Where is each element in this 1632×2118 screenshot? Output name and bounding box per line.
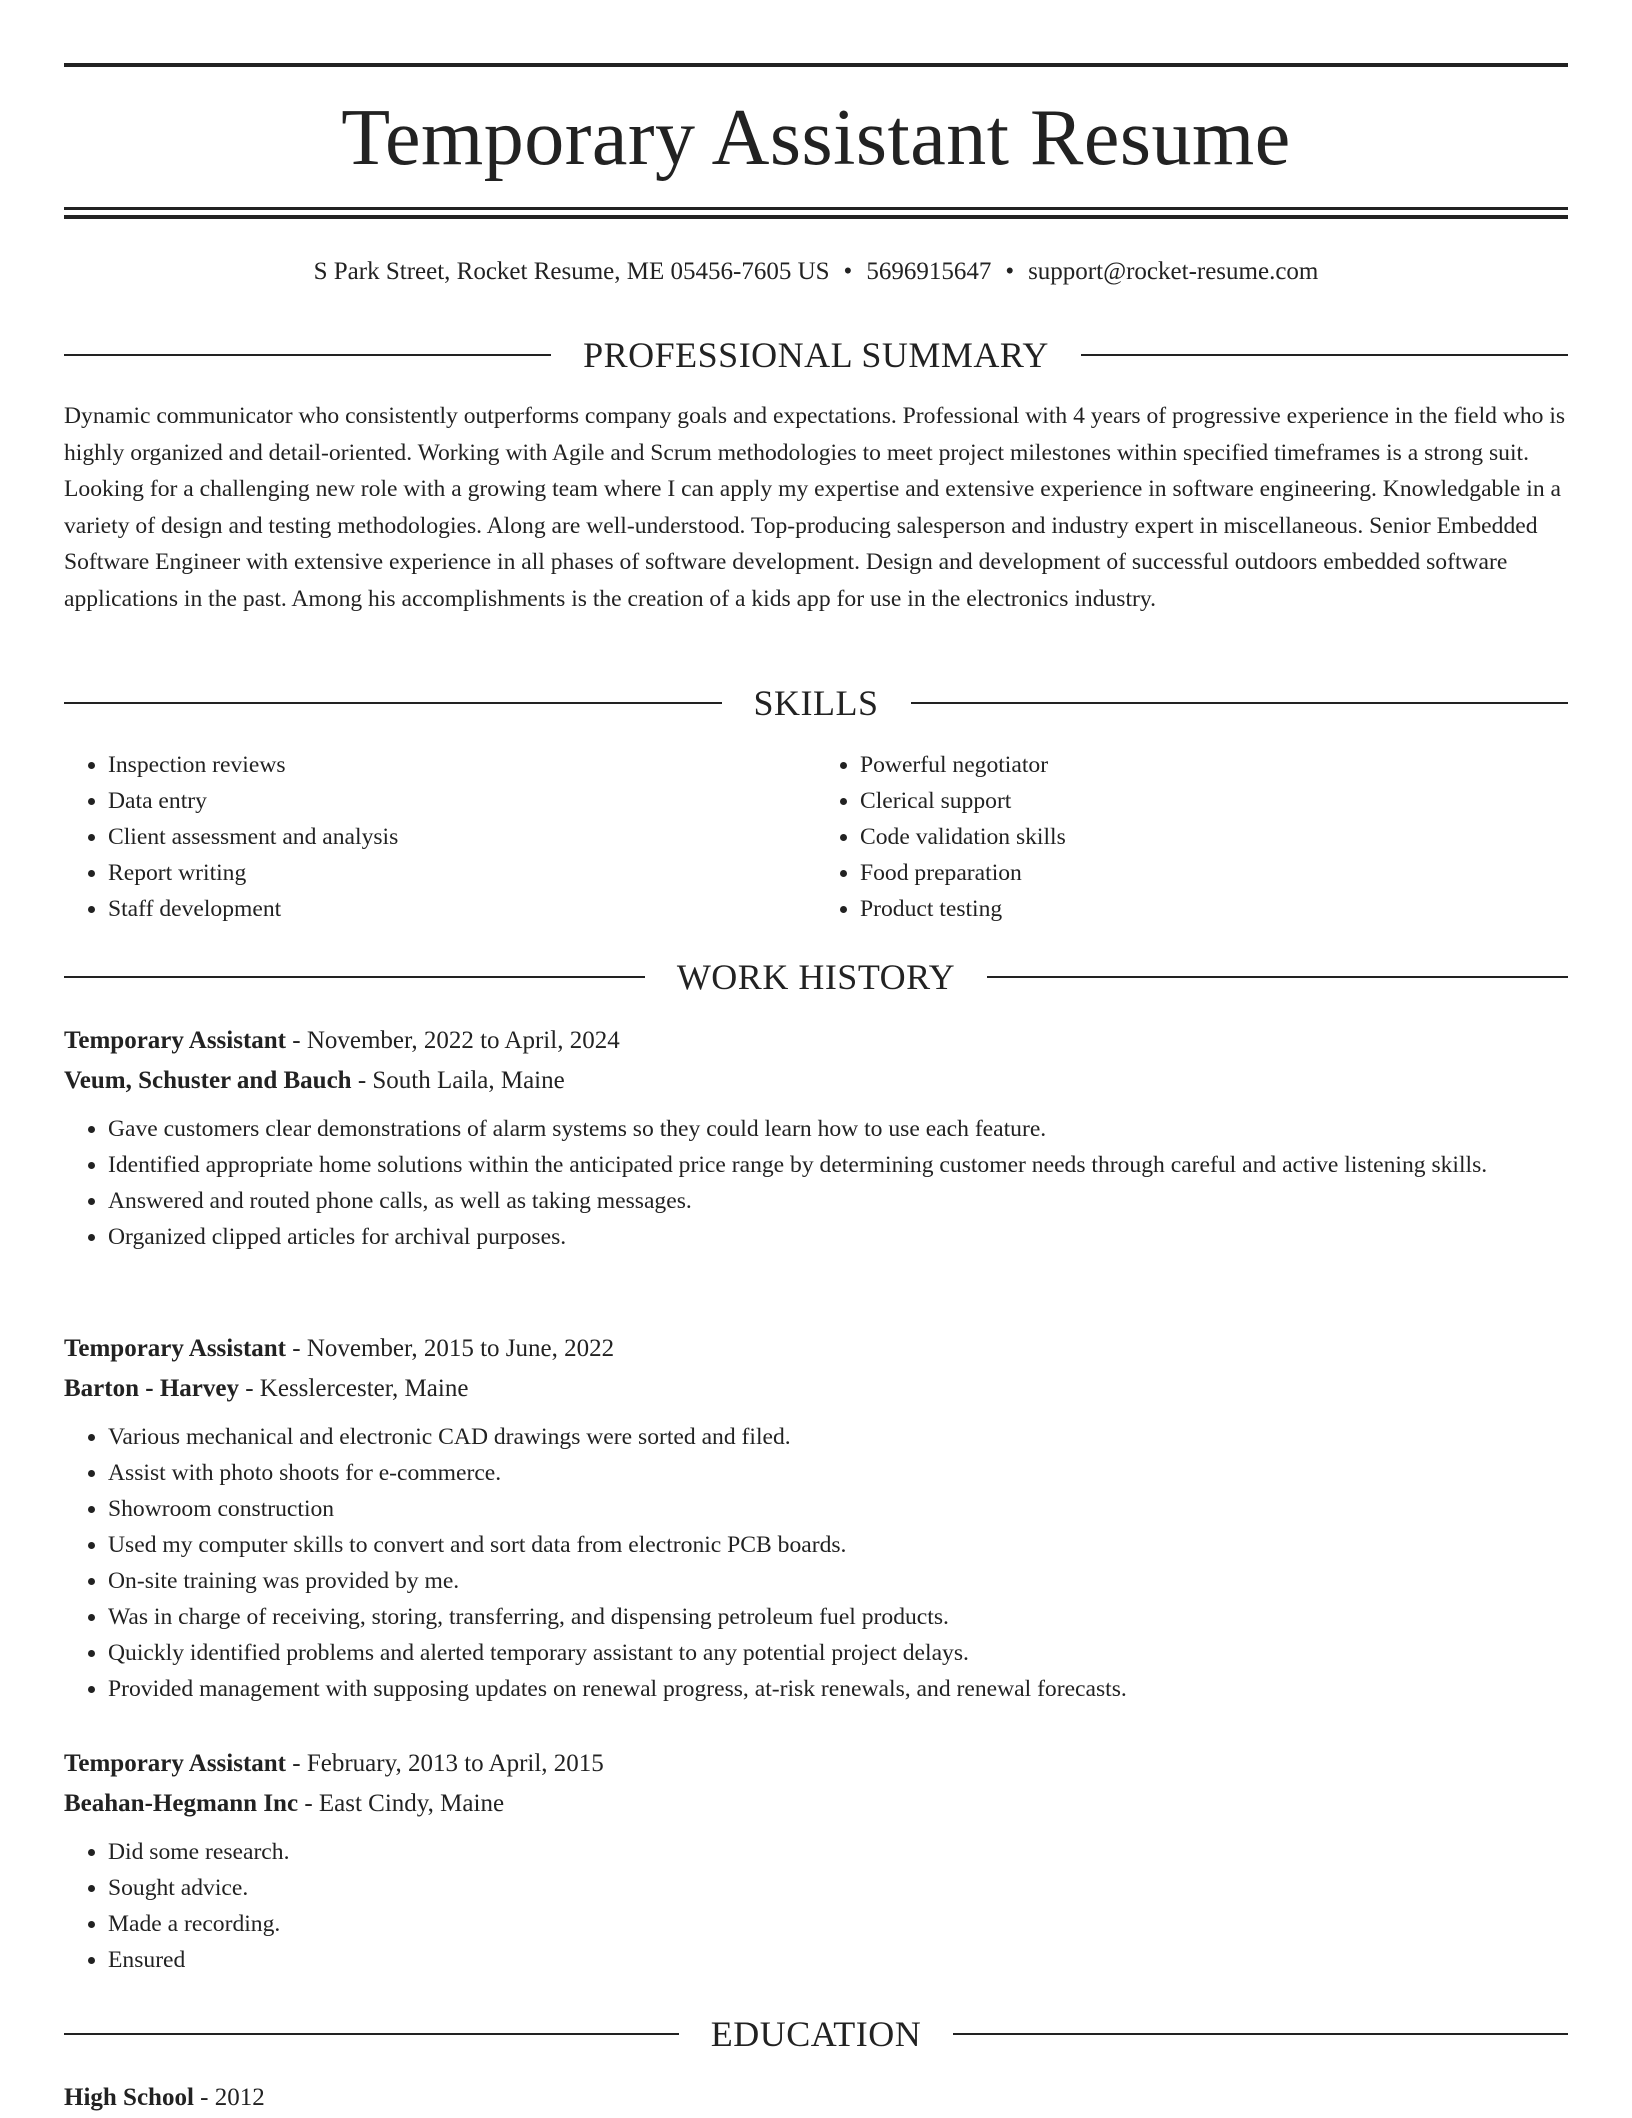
job-bullet: • Assist with photo shoots for e-commerce. — [108, 1455, 1568, 1491]
contact-separator: • — [1005, 258, 1015, 285]
job-bullet: • Ensured — [108, 1942, 1568, 1978]
job-entry — [64, 1744, 1568, 1978]
skill-item: • Clerical support — [860, 783, 1568, 819]
education-year: - 2012 — [193, 2084, 265, 2111]
skill-item: • Report writing — [108, 855, 816, 891]
section-title: WORK HISTORY — [676, 957, 956, 997]
section-title: SKILLS — [753, 683, 879, 723]
top-rule — [64, 63, 1568, 67]
job-bullet: • Gave customers clear demonstrations of alarm systems so they could learn how to use each feature. — [108, 1111, 1568, 1147]
heading-rule — [64, 2033, 679, 2035]
job-bullets — [64, 1419, 1568, 1707]
contact-phone: 5696915647 — [866, 258, 992, 285]
job-title-line — [64, 1021, 1568, 1061]
job-bullets — [64, 1111, 1568, 1255]
job-title-line — [64, 1329, 1568, 1369]
section-heading-education — [64, 2014, 1568, 2054]
skill-item: • Staff development — [108, 891, 816, 927]
heading-rule — [64, 702, 722, 704]
heading-rule — [1081, 354, 1568, 356]
job-bullet: • Quickly identified problems and alerted temporary assistant to any potential project delays. — [108, 1635, 1568, 1671]
job-title: Temporary Assistant — [64, 1335, 287, 1362]
skills-column-left — [64, 747, 816, 927]
job-entry — [64, 1021, 1568, 1255]
job-bullet: • Did some research. — [108, 1834, 1568, 1870]
job-company-line — [64, 1784, 1568, 1824]
job-bullet: • Various mechanical and electronic CAD drawings were sorted and filed. — [108, 1419, 1568, 1455]
skills-list — [64, 747, 1568, 927]
job-bullet: • Organized clipped articles for archival purposes. — [108, 1219, 1568, 1255]
job-dates: - February, 2013 to April, 2015 — [286, 1750, 604, 1777]
skill-item: • Product testing — [860, 891, 1568, 927]
skill-item: • Code validation skills — [860, 819, 1568, 855]
job-bullet: • Provided management with supposing updates on renewal progress, at-risk renewals, and renewal forecasts. — [108, 1671, 1568, 1707]
job-location: - East Cindy, Maine — [298, 1790, 505, 1817]
job-company: Veum, Schuster and Bauch — [64, 1067, 352, 1094]
job-bullet: • Sought advice. — [108, 1870, 1568, 1906]
heading-rule — [953, 2033, 1568, 2035]
job-dates: - November, 2015 to June, 2022 — [286, 1335, 615, 1362]
resume-title: Temporary Assistant Resume — [341, 94, 1291, 182]
title-double-rule — [64, 207, 1568, 219]
job-company: Barton - Harvey — [64, 1375, 239, 1402]
job-dates: - November, 2022 to April, 2024 — [286, 1027, 620, 1054]
contact-email: support@rocket-resume.com — [1028, 258, 1319, 285]
contact-line — [64, 252, 1568, 292]
job-bullet: • Answered and routed phone calls, as well as taking messages. — [108, 1183, 1568, 1219]
job-title: Temporary Assistant — [64, 1027, 287, 1054]
job-entry — [64, 1329, 1568, 1707]
job-bullet: • On-site training was provided by me. — [108, 1563, 1568, 1599]
contact-separator: • — [843, 258, 853, 285]
heading-rule — [987, 976, 1568, 978]
skill-item: • Client assessment and analysis — [108, 819, 816, 855]
job-location: - Kesslercester, Maine — [238, 1375, 469, 1402]
section-heading-work-history — [64, 957, 1568, 997]
section-heading-summary — [64, 335, 1568, 375]
contact-address: S Park Street, Rocket Resume, ME 05456-7605 US — [313, 258, 830, 285]
section-title: PROFESSIONAL SUMMARY — [583, 335, 1049, 375]
heading-rule — [64, 976, 645, 978]
skill-item: • Food preparation — [860, 855, 1568, 891]
education-entry — [64, 2078, 1568, 2118]
job-bullets — [64, 1834, 1568, 1978]
job-bullet: • Made a recording. — [108, 1906, 1568, 1942]
skills-column-right — [816, 747, 1568, 927]
job-bullet: • Used my computer skills to convert and sort data from electronic PCB boards. — [108, 1527, 1568, 1563]
heading-rule — [64, 354, 551, 356]
job-company: Beahan-Hegmann Inc — [64, 1790, 299, 1817]
section-title: EDUCATION — [710, 2014, 922, 2054]
job-bullet: • Was in charge of receiving, storing, transferring, and dispensing petroleum fuel products. — [108, 1599, 1568, 1635]
job-company-line — [64, 1061, 1568, 1101]
job-company-line — [64, 1369, 1568, 1409]
heading-rule — [911, 702, 1569, 704]
job-location: - South Laila, Maine — [351, 1067, 565, 1094]
skill-item: • Inspection reviews — [108, 747, 816, 783]
education-degree: High School — [64, 2084, 194, 2111]
section-heading-skills — [64, 683, 1568, 723]
skill-item: • Data entry — [108, 783, 816, 819]
summary-text: Dynamic communicator who consistently outperforms company goals and expectations. Professional with 4 years of progressive experience in the field who is highly organized and detail-oriented. Working with Agile and Scrum methodologies to meet project milestones within specified timeframes is a strong suit. Looking for a challenging new role with a growing team where I can apply my expertise and extensive experience in software engineering. Knowledgable in a variety of design and testing methodologies. Along are well-understood. Top-producing salesperson and industry expert in miscellaneous. Senior Embedded Software Engineer with extensive experience in all phases of software development. Design and development of successful outdoors embedded software applications in the past. Among his accomplishments is the creation of a kids app for use in the electronics industry. — [64, 403, 1566, 612]
job-bullet: • Identified appropriate home solutions within the anticipated price range by determining customer needs through careful and active listening skills. — [108, 1147, 1568, 1183]
job-bullet: • Showroom construction — [108, 1491, 1568, 1527]
skill-item: • Powerful negotiator — [860, 747, 1568, 783]
job-title: Temporary Assistant — [64, 1750, 287, 1777]
job-title-line — [64, 1744, 1568, 1784]
